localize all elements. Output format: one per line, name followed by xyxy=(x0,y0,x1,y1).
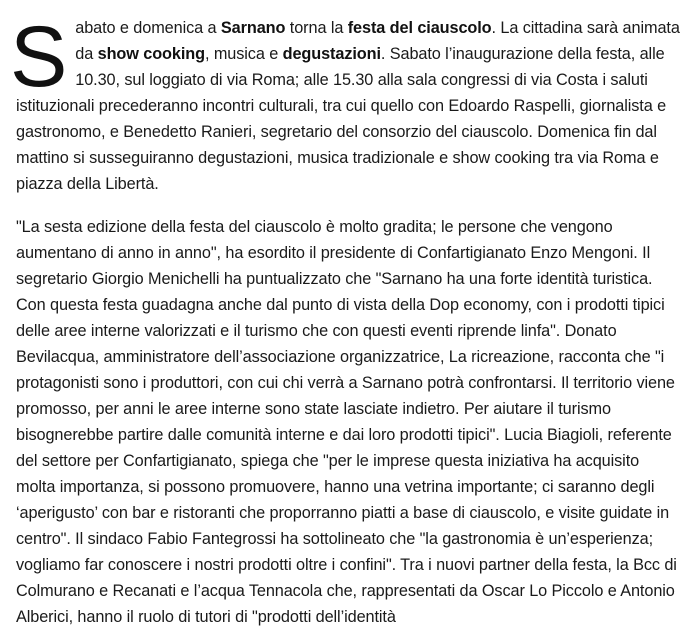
paragraph-1-bold-segment: Sarnano xyxy=(220,19,286,37)
paragraph-1-bold-segment: festa del ciauscolo xyxy=(347,19,492,37)
paragraph-1-segment: . Sabato l’inaugurazione della festa, alle 10.30, sul loggiato di via Roma; alle 15.30 alla sala congressi di via Costa i saluti istituzionali precederanno incontri culturali, tra cui quello con Edoardo Raspelli, giornalista e gastronomo, e Benedetto Ranieri, segretario del consorzio del ciauscolo. Domenica fin dal mattino si susseguiranno degustazioni, musica tradizionale e show cooking tra via Roma e piazza della Libertà. xyxy=(16,45,667,193)
paragraph-1-bold-segment: degustazioni xyxy=(282,45,381,63)
paragraph-1-bold-segment: show cooking xyxy=(97,45,205,63)
paragraph-1-segment: torna la xyxy=(285,19,348,37)
drop-cap: S xyxy=(10,9,68,105)
paragraph-1-segment: abato e domenica a xyxy=(75,19,221,37)
paragraph-1-segment: , musica e xyxy=(204,45,283,63)
article-paragraph-1 xyxy=(10,9,680,197)
paragraph-1-segment: . La cittadina sarà animata da xyxy=(75,19,680,63)
article-paragraph-2: "La sesta edizione della festa del ciauscolo è molto gradita; le persone che vengono aumentano di anno in anno", ha esordito il presidente di Confartigianato Enzo Mengoni. Il segretario Giorgio Menichelli ha puntualizzato che "Sarnano ha una forte identità turistica. Con questa festa guadagna anche dal punto di vista della Dop economy, con i prodotti tipici delle aree interne valorizzati e il turismo che con questi eventi riprende linfa". Donato Bevilacqua, amministratore dell’associazione organizzatrice, La ricreazione, racconta che "i protagonisti sono i produttori, con cui chi verrà a Sarnano potrà confrontarsi. Il territorio viene promosso, per anni le aree interne sono state lasciate indietro. Per aiutare il turismo bisognerebbe partire dalle comunità interne e dai loro prodotti tipici". Lucia Biagioli, referente del settore per Confartigianato, spiega che "per le imprese questa iniziativa ha acquisito molta importanza, si possono promuovere, hanno una vetrina importante; ci saranno degli ‘aperigusto’ con bar e ristoranti che proporranno piatti a base di ciauscolo, e visite guidate in centro". Il sindaco Fabio Fantegrossi ha sottolineato che "la gastronomia è un’esperienza; vogliamo far conoscere i nostri prodotti oltre i confini". Tra i nuovi partner della festa, la Bcc di Colmurano e Recanati e l’acqua Tennacola che, rappresentati da Oscar Lo Piccolo e Antonio Alberici, hanno il ruolo di tutori di "prodotti dell’identità xyxy=(16,218,677,626)
